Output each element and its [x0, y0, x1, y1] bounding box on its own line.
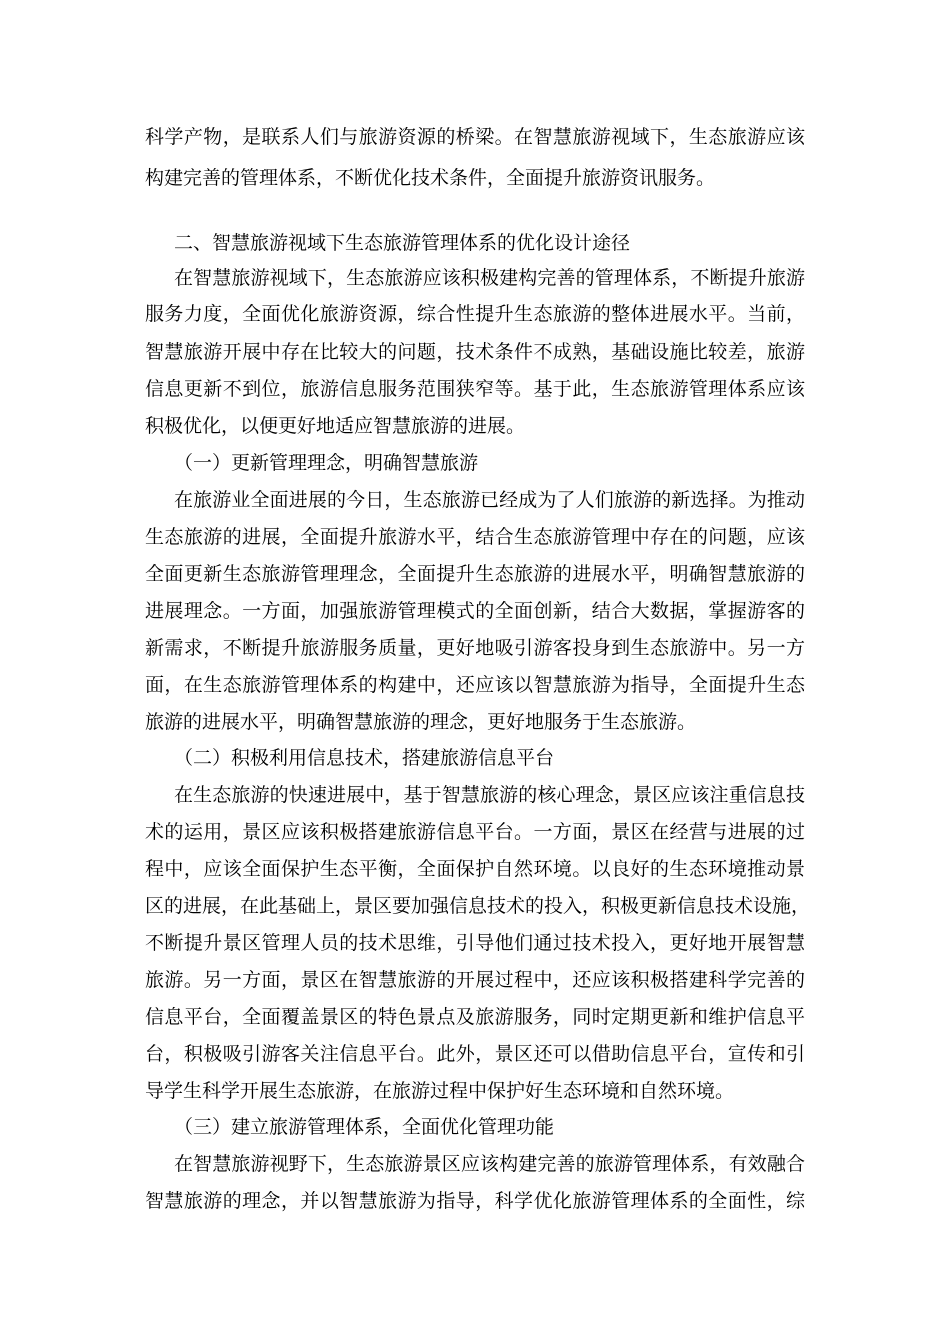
section-2-line-5: 积极优化，以便更好地适应智慧旅游的进展。 [145, 415, 526, 437]
intro-line-1: 科学产物，是联系人们与旅游资源的桥梁。在智慧旅游视域下，生态旅游应该 [145, 126, 805, 148]
subsection-2-line-2: 术的运用，景区应该积极搭建旅游信息平台。一方面，景区在经营与进展的过 [145, 821, 805, 843]
subsection-1-line-2: 生态旅游的进展，全面提升旅游水平，结合生态旅游管理中存在的问题，应该 [145, 526, 805, 548]
subsection-2-line-6: 旅游。另一方面，景区在智慧旅游的开展过程中，还应该积极搭建科学完善的 [145, 969, 805, 991]
subsection-1-heading: （一）更新管理理念，明确智慧旅游 [174, 452, 479, 474]
subsection-1-line-4: 进展理念。一方面，加强旅游管理模式的全面创新，结合大数据，掌握游客的 [145, 600, 805, 622]
subsection-1-line-7: 旅游的进展水平，明确智慧旅游的理念，更好地服务于生态旅游。 [145, 711, 697, 733]
subsection-2-line-9: 导学生科学开展生态旅游，在旅游过程中保护好生态环境和自然环境。 [145, 1080, 735, 1102]
subsection-2-line-4: 区的进展，在此基础上，景区要加强信息技术的投入，积极更新信息技术设施， [145, 895, 811, 917]
subsection-2-line-5: 不断提升景区管理人员的技术思维，引导他们通过技术投入，更好地开展智慧 [145, 932, 805, 954]
subsection-1-line-6: 面，在生态旅游管理体系的构建中，还应该以智慧旅游为指导，全面提升生态 [145, 674, 805, 696]
subsection-2-line-1: 在生态旅游的快速进展中，基于智慧旅游的核心理念，景区应该注重信息技 [174, 784, 805, 806]
subsection-1-line-1: 在旅游业全面进展的今日，生态旅游已经成为了人们旅游的新选择。为推动 [174, 489, 805, 511]
subsection-2-line-8: 台，积极吸引游客关注信息平台。此外，景区还可以借助信息平台，宣传和引 [145, 1043, 805, 1065]
intro-line-2: 构建完善的管理体系，不断优化技术条件，全面提升旅游资讯服务。 [145, 167, 716, 189]
subsection-2-heading: （二）积极利用信息技术，搭建旅游信息平台 [174, 747, 555, 769]
subsection-3-heading: （三）建立旅游管理体系，全面优化管理功能 [174, 1116, 555, 1138]
subsection-2-line-7: 信息平台，全面覆盖景区的特色景点及旅游服务，同时定期更新和维护信息平 [145, 1006, 805, 1028]
subsection-2-line-3: 程中，应该全面保护生态平衡，全面保护自然环境。以良好的生态环境推动景 [145, 858, 805, 880]
section-2-heading: 二、智慧旅游视域下生态旅游管理体系的优化设计途径 [174, 232, 631, 254]
subsection-1-line-3: 全面更新生态旅游管理理念，全面提升生态旅游的进展水平，明确智慧旅游的 [145, 563, 805, 585]
section-2-line-1: 在智慧旅游视域下，生态旅游应该积极建构完善的管理体系，不断提升旅游 [174, 267, 805, 289]
subsection-3-line-2: 智慧旅游的理念，并以智慧旅游为指导，科学优化旅游管理体系的全面性，综 [145, 1190, 805, 1212]
section-2-line-4: 信息更新不到位，旅游信息服务范围狭窄等。基于此，生态旅游管理体系应该 [145, 378, 805, 400]
section-2-line-2: 服务力度，全面优化旅游资源，综合性提升生态旅游的整体进展水平。当前， [145, 303, 805, 325]
subsection-1-line-5: 新需求，不断提升旅游服务质量，更好地吸引游客投身到生态旅游中。另一方 [145, 637, 805, 659]
section-2-line-3: 智慧旅游开展中存在比较大的问题，技术条件不成熟，基础设施比较差，旅游 [145, 341, 805, 363]
subsection-3-line-1: 在智慧旅游视野下，生态旅游景区应该构建完善的旅游管理体系，有效融合 [174, 1153, 805, 1175]
